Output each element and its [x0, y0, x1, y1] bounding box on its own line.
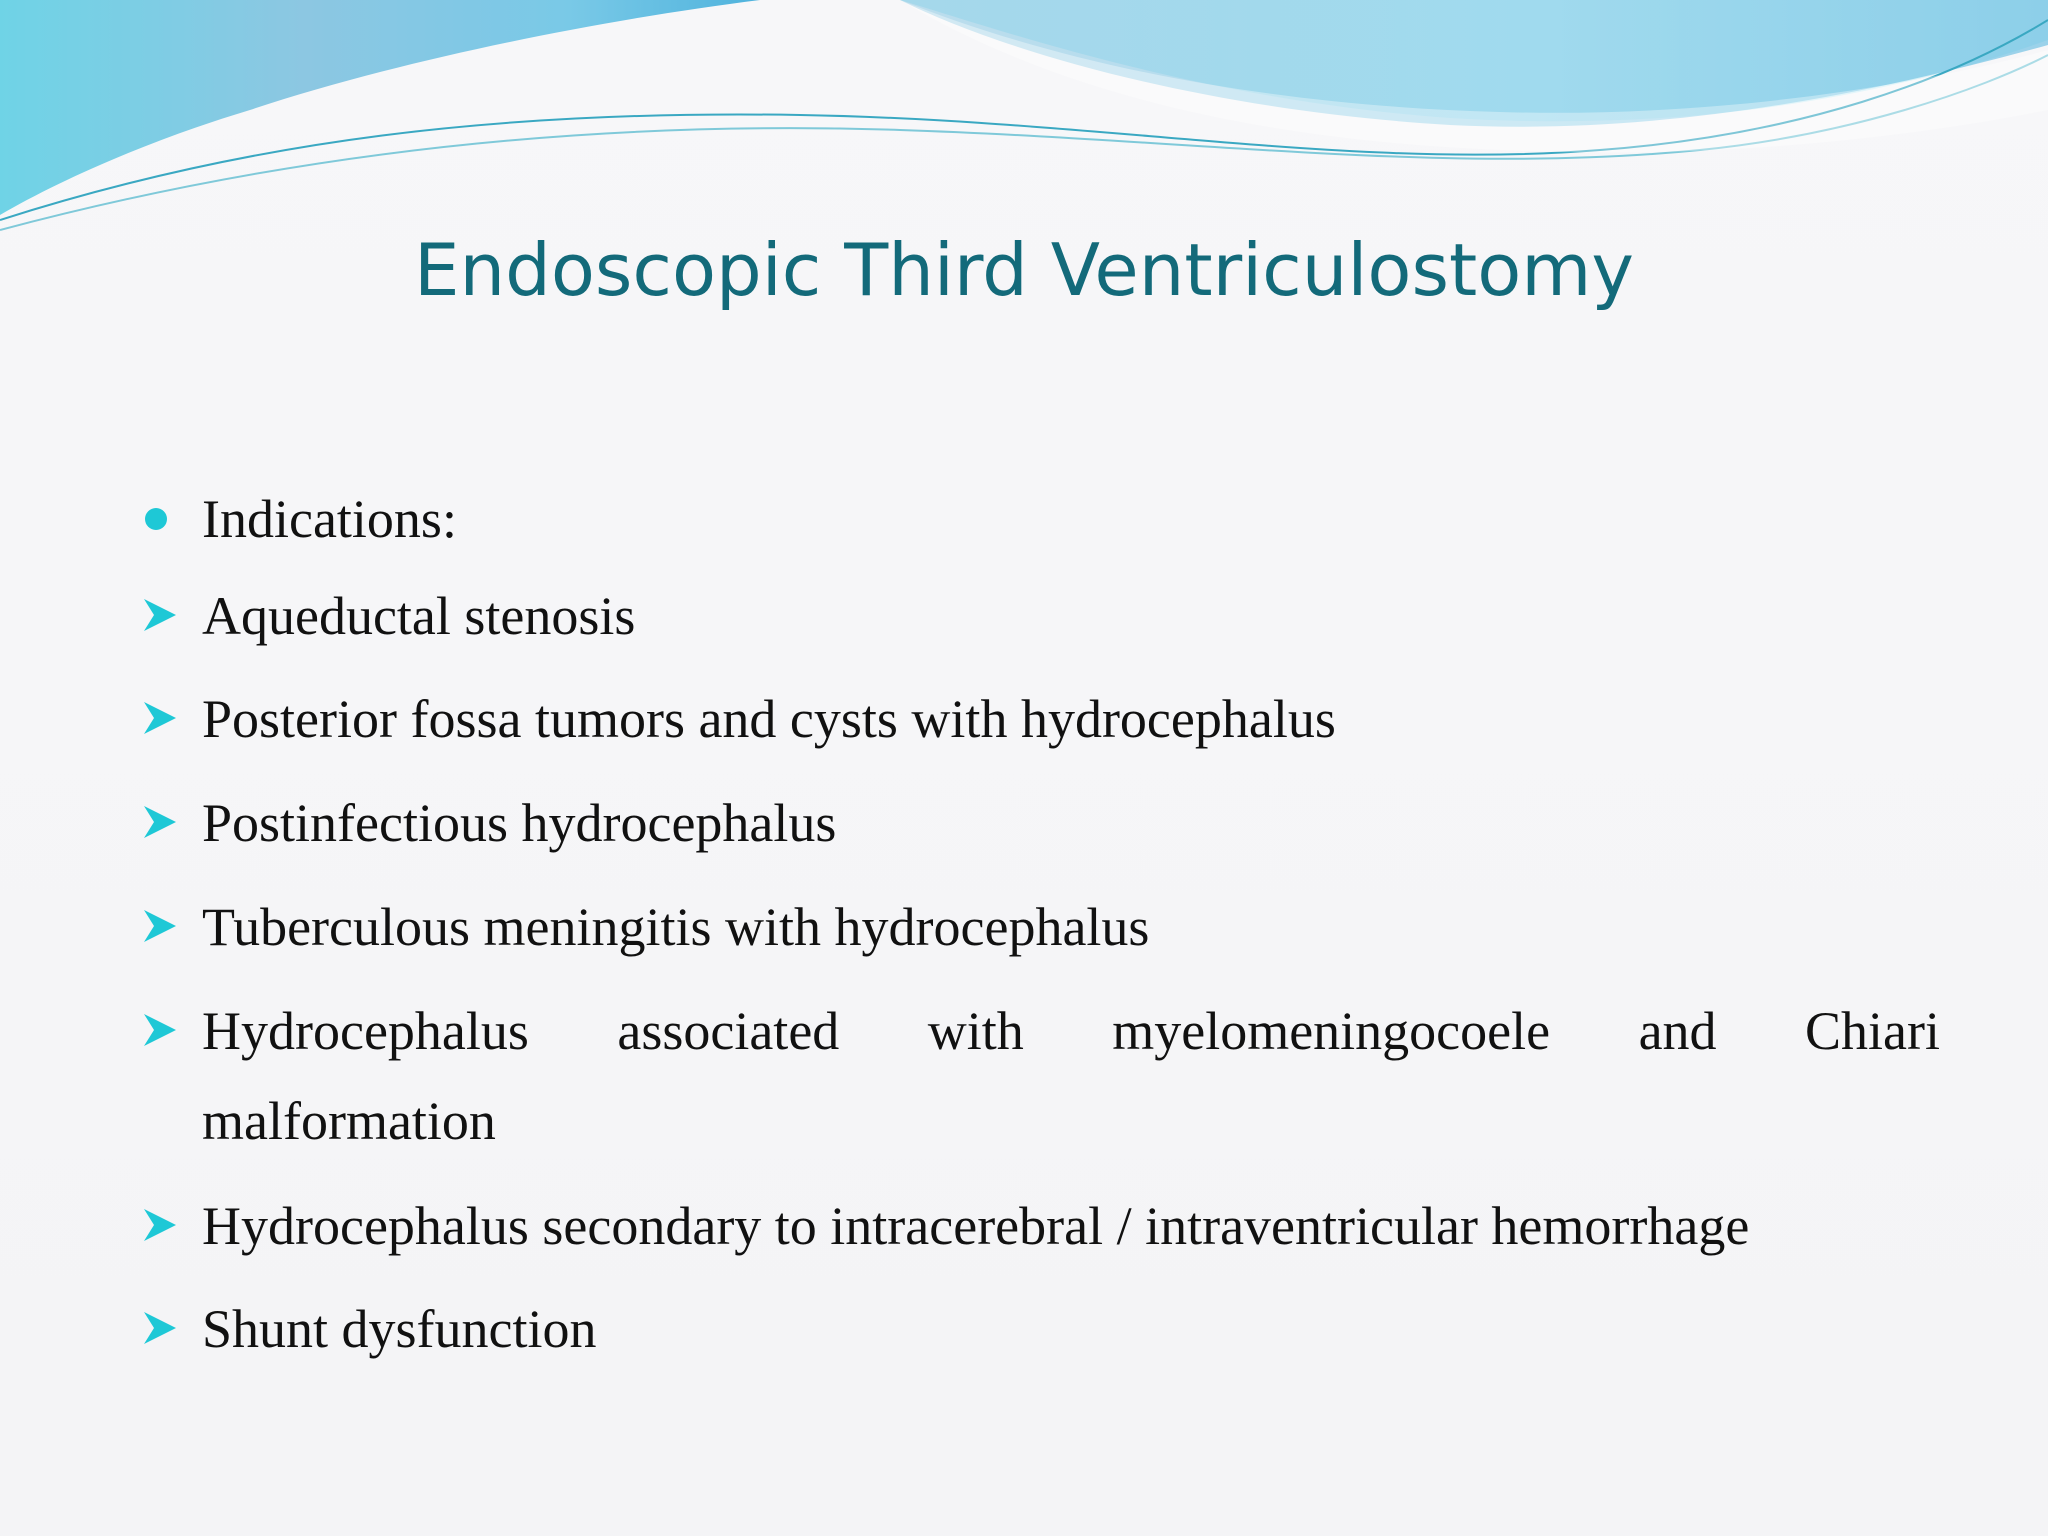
list-item	[0, 585, 2048, 675]
arrowhead-bullet-icon	[142, 595, 178, 635]
list-item-word: myelomeningocoele	[1112, 1001, 1551, 1061]
list-item-text: Posterior fossa tumors and cysts with hydrocephalus	[202, 689, 1336, 749]
list-heading: Indications:	[202, 489, 457, 549]
arrowhead-bullet-icon	[142, 1010, 178, 1050]
list-item-word: with	[927, 1001, 1024, 1061]
arrowhead-bullet-icon	[142, 1205, 178, 1245]
list-item	[0, 1298, 2048, 1388]
list-heading-row	[0, 488, 2048, 578]
list-item-text: Hydrocephalus secondary to intracerebral / intraventricular hemorrhage	[202, 1196, 1750, 1256]
list-item-word: Chiari	[1805, 1001, 1940, 1061]
justified-line	[202, 1001, 1940, 1061]
arrowhead-bullet-icon	[142, 698, 178, 738]
list-item-continuation: malformation	[202, 1091, 496, 1151]
circle-bullet-icon	[145, 508, 167, 530]
list-item	[0, 896, 2048, 986]
arrowhead-bullet-icon	[142, 802, 178, 842]
list-item	[0, 792, 2048, 882]
slide-title: Endoscopic Third Ventriculostomy	[414, 228, 1634, 312]
list-item-word: associated	[617, 1001, 840, 1061]
list-item	[0, 688, 2048, 778]
list-item	[0, 1000, 2048, 1180]
list-item-text: Tuberculous meningitis with hydrocephalus	[202, 897, 1150, 957]
list-item-text: Shunt dysfunction	[202, 1299, 597, 1359]
list-item	[0, 1195, 2048, 1285]
list-item-word: Hydrocephalus	[202, 1001, 529, 1061]
list-item-word: and	[1638, 1001, 1717, 1061]
arrowhead-bullet-icon	[142, 906, 178, 946]
list-item-text: Aqueductal stenosis	[202, 586, 636, 646]
list-item-text: Postinfectious hydrocephalus	[202, 793, 837, 853]
arrowhead-bullet-icon	[142, 1308, 178, 1348]
